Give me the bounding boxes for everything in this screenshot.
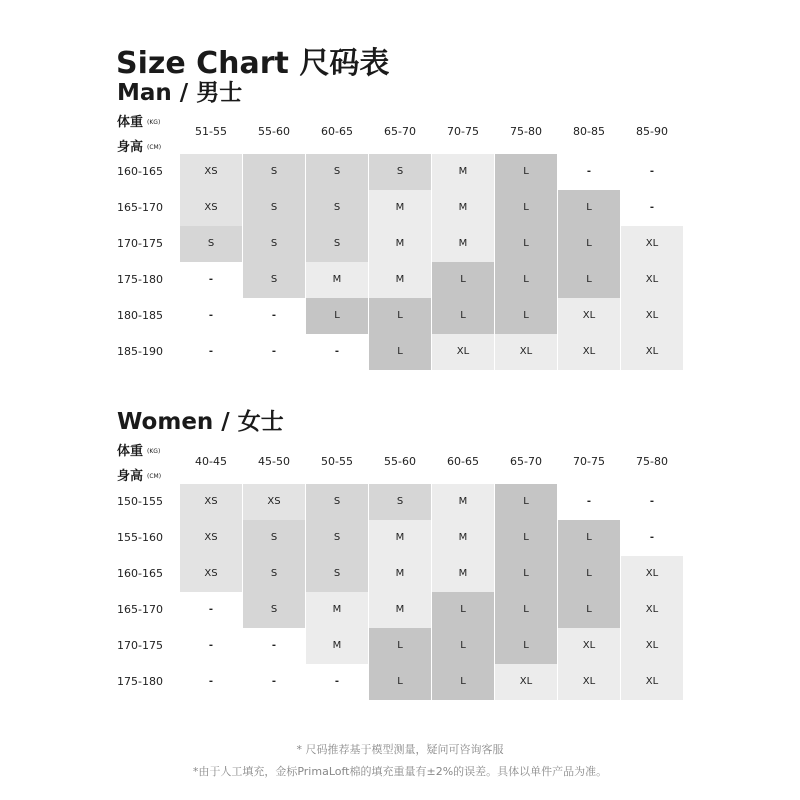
weight-column-label: 55-60	[384, 455, 416, 468]
size-cell: S	[306, 556, 368, 592]
size-cell: L	[495, 298, 557, 334]
weight-column-label: 55-60	[258, 125, 290, 138]
size-cell: S	[369, 484, 431, 520]
size-cell: -	[334, 346, 340, 357]
size-cell: XL	[621, 226, 683, 262]
height-row-label: 175-180	[117, 675, 163, 688]
height-row-label: 150-155	[117, 495, 163, 508]
size-cell: -	[649, 166, 655, 177]
note-fill-weight: *由于人工填充，金标PrimaLoft棉的填充重量有±2%的误差。具体以单件产品为准。	[192, 765, 608, 778]
size-cell: XL	[621, 664, 683, 700]
size-cell: M	[369, 520, 431, 556]
size-cell: L	[558, 520, 620, 556]
size-cell: -	[208, 310, 214, 321]
size-cell: M	[369, 556, 431, 592]
size-cell: S	[243, 520, 305, 556]
size-cell: S	[243, 592, 305, 628]
size-cell: L	[558, 592, 620, 628]
weight-column-label: 50-55	[321, 455, 353, 468]
weight-column-label: 75-80	[636, 455, 668, 468]
height-unit: (CM)	[147, 144, 162, 151]
page-title: Size Chart 尺码表	[116, 46, 390, 81]
weight-column-label: 70-75	[573, 455, 605, 468]
height-row-label: 165-170	[117, 603, 163, 616]
size-cell: -	[271, 346, 277, 357]
size-cell: XL	[558, 628, 620, 664]
size-cell: L	[558, 190, 620, 226]
height-row-label: 155-160	[117, 531, 163, 544]
men-weight-header	[117, 111, 160, 130]
size-cell: S	[306, 520, 368, 556]
size-cell: M	[306, 592, 368, 628]
size-cell: XS	[180, 190, 242, 226]
size-cell: XL	[621, 262, 683, 298]
size-cell: XL	[432, 334, 494, 370]
height-label: 身高	[117, 140, 144, 155]
height-unit: (CM)	[147, 473, 162, 480]
size-cell: XS	[180, 154, 242, 190]
size-cell: L	[558, 262, 620, 298]
size-cell: M	[369, 190, 431, 226]
size-cell: XL	[558, 664, 620, 700]
size-cell: L	[306, 298, 368, 334]
weight-column-label: 85-90	[636, 125, 668, 138]
size-cell: XL	[621, 334, 683, 370]
weight-column-label: 40-45	[195, 455, 227, 468]
women-weight-header	[117, 440, 160, 459]
weight-unit: (KG)	[147, 448, 161, 455]
size-cell: S	[306, 154, 368, 190]
size-cell: L	[432, 298, 494, 334]
size-cell: L	[369, 628, 431, 664]
size-cell: XL	[558, 298, 620, 334]
size-cell: -	[271, 676, 277, 687]
size-cell: XL	[495, 664, 557, 700]
size-cell: L	[495, 190, 557, 226]
size-cell: L	[495, 520, 557, 556]
size-cell: S	[243, 226, 305, 262]
size-cell: XL	[621, 628, 683, 664]
size-cell: -	[271, 640, 277, 651]
men-height-header	[117, 136, 161, 155]
size-cell: XS	[180, 556, 242, 592]
weight-column-label: 60-65	[447, 455, 479, 468]
size-cell: L	[495, 628, 557, 664]
weight-column-label: 70-75	[447, 125, 479, 138]
size-cell: S	[369, 154, 431, 190]
weight-column-label: 60-65	[321, 125, 353, 138]
size-cell: M	[432, 154, 494, 190]
size-cell: L	[369, 334, 431, 370]
height-row-label: 170-175	[117, 639, 163, 652]
size-cell: L	[495, 592, 557, 628]
size-cell: M	[432, 520, 494, 556]
size-cell: L	[495, 484, 557, 520]
height-row-label: 185-190	[117, 345, 163, 358]
height-row-label: 160-165	[117, 165, 163, 178]
size-cell: L	[432, 628, 494, 664]
size-cell: XL	[495, 334, 557, 370]
size-cell: M	[306, 628, 368, 664]
size-cell: -	[208, 676, 214, 687]
size-cell: M	[369, 226, 431, 262]
size-cell: L	[558, 226, 620, 262]
weight-column-label: 45-50	[258, 455, 290, 468]
size-cell: -	[649, 496, 655, 507]
size-cell: M	[432, 226, 494, 262]
weight-label: 体重	[117, 444, 144, 459]
size-cell: XS	[180, 484, 242, 520]
weight-column-label: 51-55	[195, 125, 227, 138]
height-row-label: 165-170	[117, 201, 163, 214]
size-cell: M	[432, 190, 494, 226]
height-row-label: 175-180	[117, 273, 163, 286]
size-cell: S	[243, 556, 305, 592]
size-cell: S	[180, 226, 242, 262]
size-cell: XL	[621, 556, 683, 592]
size-cell: S	[306, 226, 368, 262]
height-row-label: 180-185	[117, 309, 163, 322]
size-cell: S	[243, 154, 305, 190]
size-cell: L	[558, 556, 620, 592]
size-cell: XL	[558, 334, 620, 370]
size-cell: -	[208, 604, 214, 615]
size-cell: -	[586, 496, 592, 507]
size-cell: L	[495, 262, 557, 298]
size-cell: S	[306, 190, 368, 226]
size-cell: -	[649, 202, 655, 213]
women-height-header	[117, 465, 161, 484]
size-cell: -	[208, 640, 214, 651]
size-cell: L	[432, 592, 494, 628]
size-cell: L	[495, 154, 557, 190]
size-cell: XL	[621, 298, 683, 334]
size-cell: L	[432, 262, 494, 298]
size-cell: S	[243, 190, 305, 226]
size-cell: XS	[243, 484, 305, 520]
weight-column-label: 65-70	[384, 125, 416, 138]
weight-column-label: 75-80	[510, 125, 542, 138]
size-cell: M	[432, 484, 494, 520]
size-cell: -	[208, 346, 214, 357]
size-cell: M	[369, 592, 431, 628]
size-cell: -	[208, 274, 214, 285]
weight-label: 体重	[117, 115, 144, 130]
size-cell: XL	[621, 592, 683, 628]
size-cell: -	[334, 676, 340, 687]
height-row-label: 170-175	[117, 237, 163, 250]
size-cell: S	[306, 484, 368, 520]
size-cell: L	[495, 226, 557, 262]
note-measurement: * 尺码推荐基于模型测量，疑问可咨询客服	[296, 743, 504, 756]
size-cell: L	[432, 664, 494, 700]
size-cell: M	[432, 556, 494, 592]
size-cell: M	[369, 262, 431, 298]
height-label: 身高	[117, 469, 144, 484]
size-cell: L	[369, 664, 431, 700]
size-cell: L	[369, 298, 431, 334]
size-cell: -	[649, 532, 655, 543]
weight-unit: (KG)	[147, 119, 161, 126]
weight-column-label: 80-85	[573, 125, 605, 138]
size-cell: XS	[180, 520, 242, 556]
men-section-title: Man / 男士	[117, 80, 243, 106]
weight-column-label: 65-70	[510, 455, 542, 468]
women-section-title: Women / 女士	[117, 409, 284, 435]
size-cell: M	[306, 262, 368, 298]
size-cell: -	[271, 310, 277, 321]
size-cell: -	[586, 166, 592, 177]
size-cell: L	[495, 556, 557, 592]
height-row-label: 160-165	[117, 567, 163, 580]
size-cell: S	[243, 262, 305, 298]
